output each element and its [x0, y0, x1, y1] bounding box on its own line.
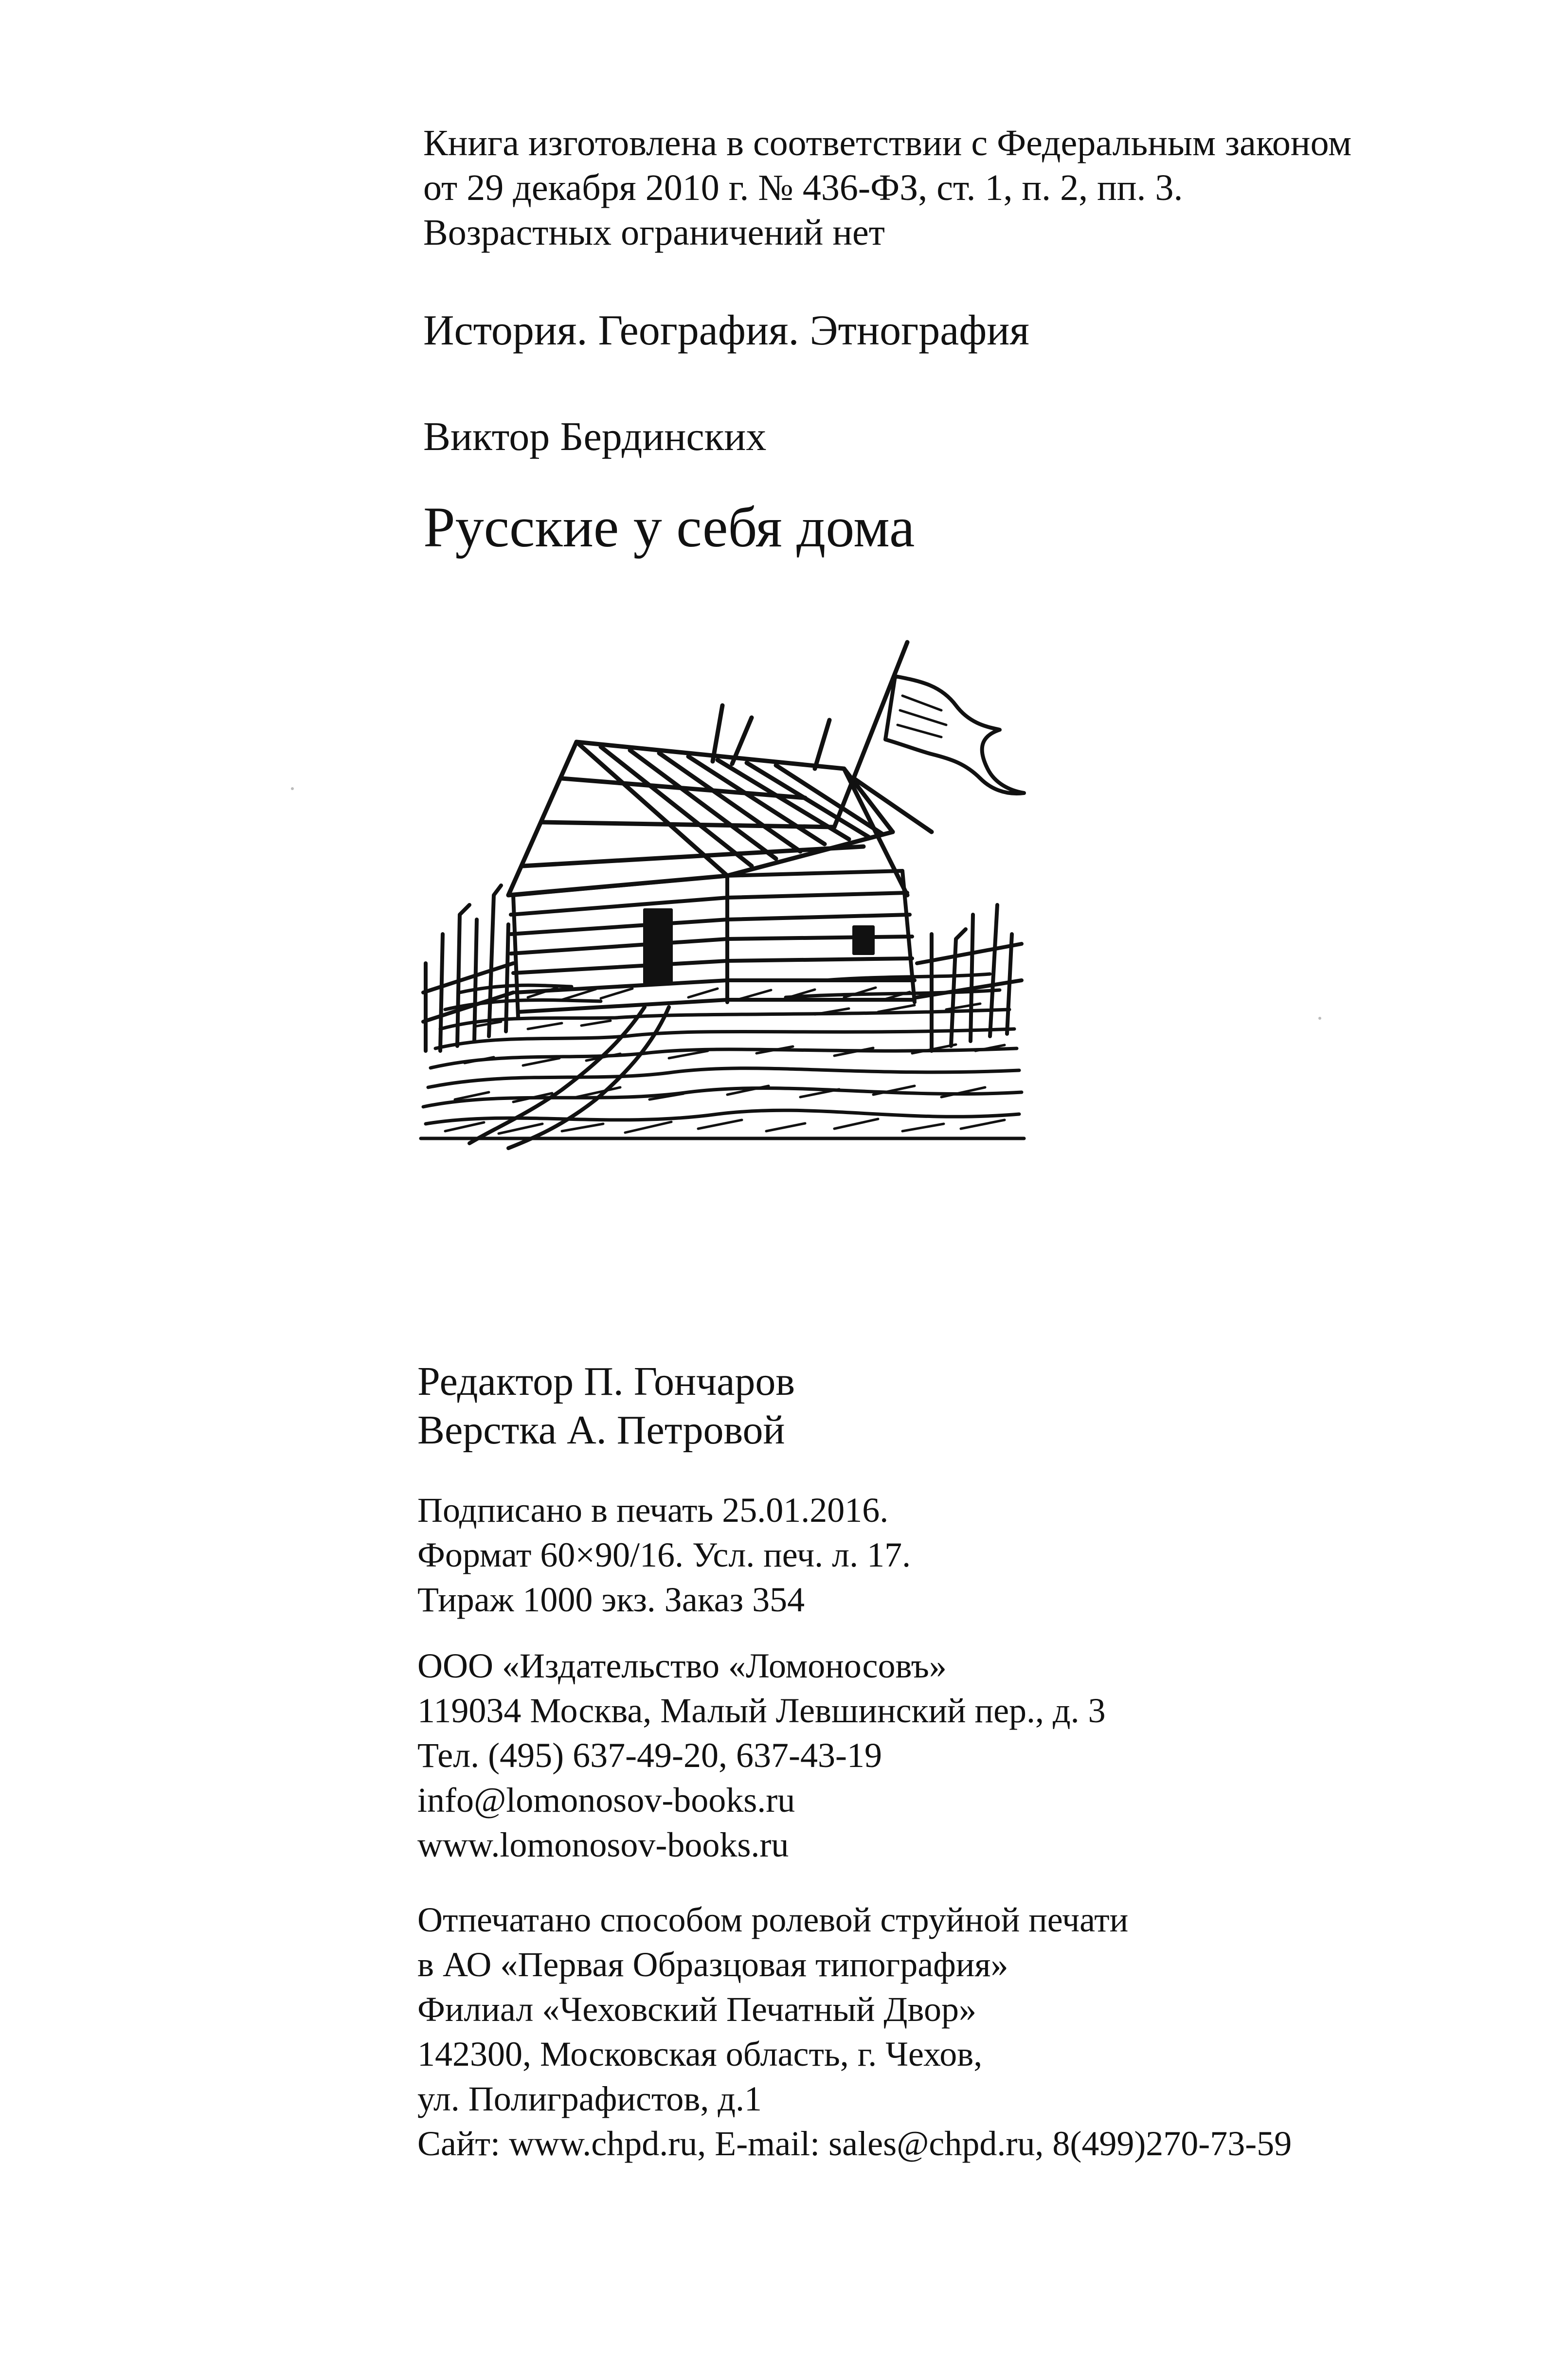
layout-credit: Верстка А. Петровой: [417, 1407, 785, 1453]
hut-side-wall: [727, 871, 915, 1002]
printer-line: 142300, Московская область, г. Чехов,: [417, 2035, 983, 2073]
printer-line: ул. Полиграфистов, д.1: [417, 2079, 762, 2118]
publisher-email: info@lomonosov-books.ru: [417, 1781, 795, 1820]
printer-line: в АО «Первая Образцовая типография»: [417, 1945, 1008, 1984]
paper-speck: [291, 787, 294, 790]
paper-speck: [1318, 1017, 1321, 1020]
legal-notice: [423, 121, 1351, 255]
torn-flag: [885, 676, 1024, 793]
book-title: Русские у себя дома: [423, 495, 915, 559]
printer-line: Филиал «Чеховский Печатный Двор»: [417, 1990, 977, 2029]
printing-line: Тираж 1000 экз. Заказ 354: [417, 1580, 805, 1619]
author-name: Виктор Бердинских: [423, 414, 767, 459]
legal-notice-line: Книга изготовлена в соответствии с Федеральным законом: [423, 123, 1352, 163]
printing-details: [417, 1488, 911, 1622]
hut-window: [854, 927, 873, 954]
publisher-info: [417, 1643, 1106, 1867]
publisher-line: Тел. (495) 637-49-20, 637-43-19: [417, 1736, 882, 1775]
printing-line: Формат 60×90/16. Усл. печ. л. 17.: [417, 1535, 911, 1574]
series-name: История. География. Этнография: [423, 307, 1029, 354]
printer-line: Отпечатано способом ролевой струйной печати: [417, 1900, 1129, 1939]
printing-line: Подписано в печать 25.01.2016.: [417, 1491, 889, 1530]
right-fence: [917, 905, 1022, 1051]
hut-door: [645, 910, 671, 983]
editor-credit: Редактор П. Гончаров: [417, 1359, 795, 1404]
legal-notice-line: от 29 декабря 2010 г. № 436-ФЗ, ст. 1, п. 2, пп. 3.: [423, 167, 1183, 208]
printer-contacts: Сайт: www.chpd.ru, E-mail: sales@chpd.ru, 8(499)270-73-59: [417, 2124, 1292, 2163]
legal-notice-line: Возрастных ограничений нет: [423, 212, 885, 253]
printer-info: [417, 1897, 1292, 2166]
left-fence: [423, 885, 513, 1051]
old-wooden-hut-illustration: [416, 623, 1029, 1155]
publisher-line: 119034 Москва, Малый Левшинский пер., д. 3: [417, 1691, 1106, 1730]
credits: [417, 1357, 795, 1455]
publisher-website: www.lomonosov-books.ru: [417, 1825, 789, 1864]
publisher-line: ООО «Издательство «Ломоносовъ»: [417, 1646, 947, 1685]
